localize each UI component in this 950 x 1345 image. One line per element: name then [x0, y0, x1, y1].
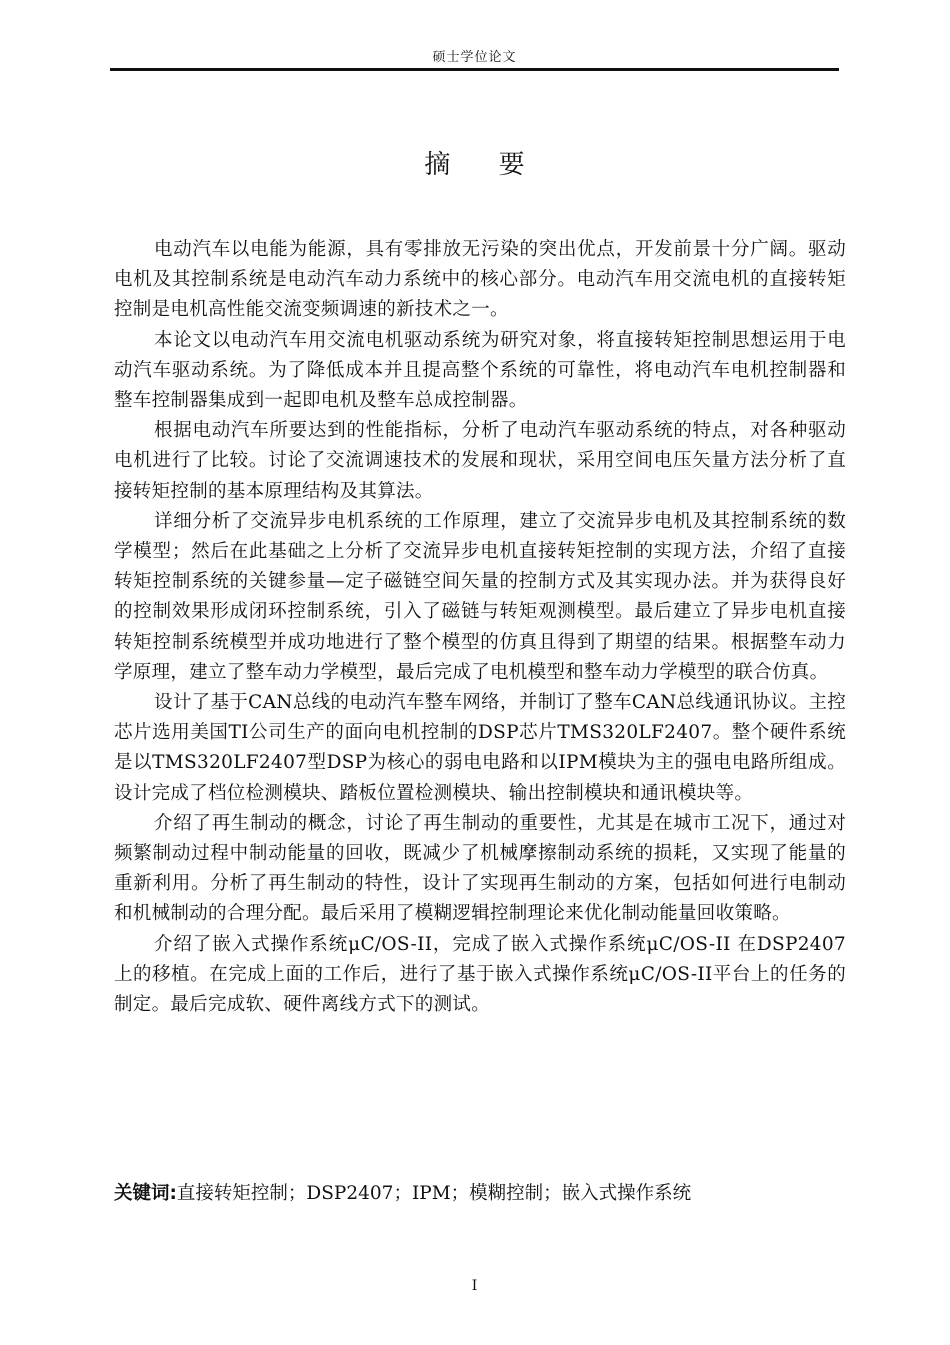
keywords-line — [114, 1180, 846, 1208]
header-rule — [110, 68, 839, 71]
abstract-paragraph-7: 介绍了嵌入式操作系统μC/OS-II，完成了嵌入式操作系统μC/OS-II 在DSP2407 上的移植。在完成上面的工作后，进行了基于嵌入式操作系统μC/OS-II平台上的任务的制定。最后完成软、硬件离线方式下的测试。 — [114, 933, 846, 1016]
page-number: I — [471, 1278, 478, 1294]
running-header: 硕士学位论文 — [432, 50, 517, 65]
abstract-paragraph-1: 电动汽车以电能为能源，具有零排放无污染的突出优点，开发前景十分广阔。驱动电机及其控制系统是电动汽车动力系统中的核心部分。电动汽车用交流电机的直接转矩控制是电机高性能交流变频调速的新技术之一。 — [114, 239, 846, 321]
abstract-paragraph-3: 根据电动汽车所要达到的性能指标，分析了电动汽车驱动系统的特点，对各种驱动电机进行了比较。讨论了交流调速技术的发展和现状，采用空间电压矢量方法分析了直接转矩控制的基本原理结构及其算法。 — [114, 420, 846, 502]
abstract-paragraph-6: 介绍了再生制动的概念，讨论了再生制动的重要性，尤其是在城市工况下，通过对频繁制动过程中制动能量的回收，既减少了机械摩擦制动系统的损耗，又实现了能量的重新利用。分析了再生制动的特性，设计了实现再生制动的方案，包括如何进行电制动和机械制动的合理分配。最后采用了模糊逻辑控制理论来优化制动能量回收策略。 — [114, 812, 846, 925]
abstract-paragraph-2: 本论文以电动汽车用交流电机驱动系统为研究对象，将直接转矩控制思想运用于电动汽车驱动系统。为了降低成本并且提高整个系统的可靠性，将电动汽车电机控制器和整车控制器集成到一起即电机及整车总成控制器。 — [114, 329, 846, 412]
keywords-text: 直接转矩控制；DSP2407；IPM；模糊控制；嵌入式操作系统 — [176, 1183, 692, 1204]
abstract-title: 摘 要 — [424, 150, 545, 180]
abstract-paragraph-5: 设计了基于CAN总线的电动汽车整车网络，并制订了整车CAN总线通讯协议。主控芯片选用美国TI公司生产的面向电机控制的DSP芯片TMS320LF2407。整个硬件系统是以TMS320LF2407型DSP为核心的弱电电路和以IPM模块为主的强电电路所组成。设计完成了档位检测模块、踏板位置检测模块、输出控制模块和通讯模块等。 — [114, 692, 846, 804]
abstract-paragraph-4: 详细分析了交流异步电机系统的工作原理，建立了交流异步电机及其控制系统的数学模型；然后在此基础之上分析了交流异步电机直接转矩控制的实现方法，介绍了直接转矩控制系统的关键参量—定子磁链空间矢量的控制方式及其实现办法。并为获得良好的控制效果形成闭环控制系统，引入了磁链与转矩观测模型。最后建立了异步电机直接转矩控制系统模型并成功地进行了整个模型的仿真且得到了期望的结果。根据整车动力学原理，建立了整车动力学模型，最后完成了电机模型和整车动力学模型的联合仿真。 — [114, 510, 846, 683]
keywords-label: 关键词: — [114, 1183, 177, 1204]
abstract-body — [114, 235, 846, 1020]
